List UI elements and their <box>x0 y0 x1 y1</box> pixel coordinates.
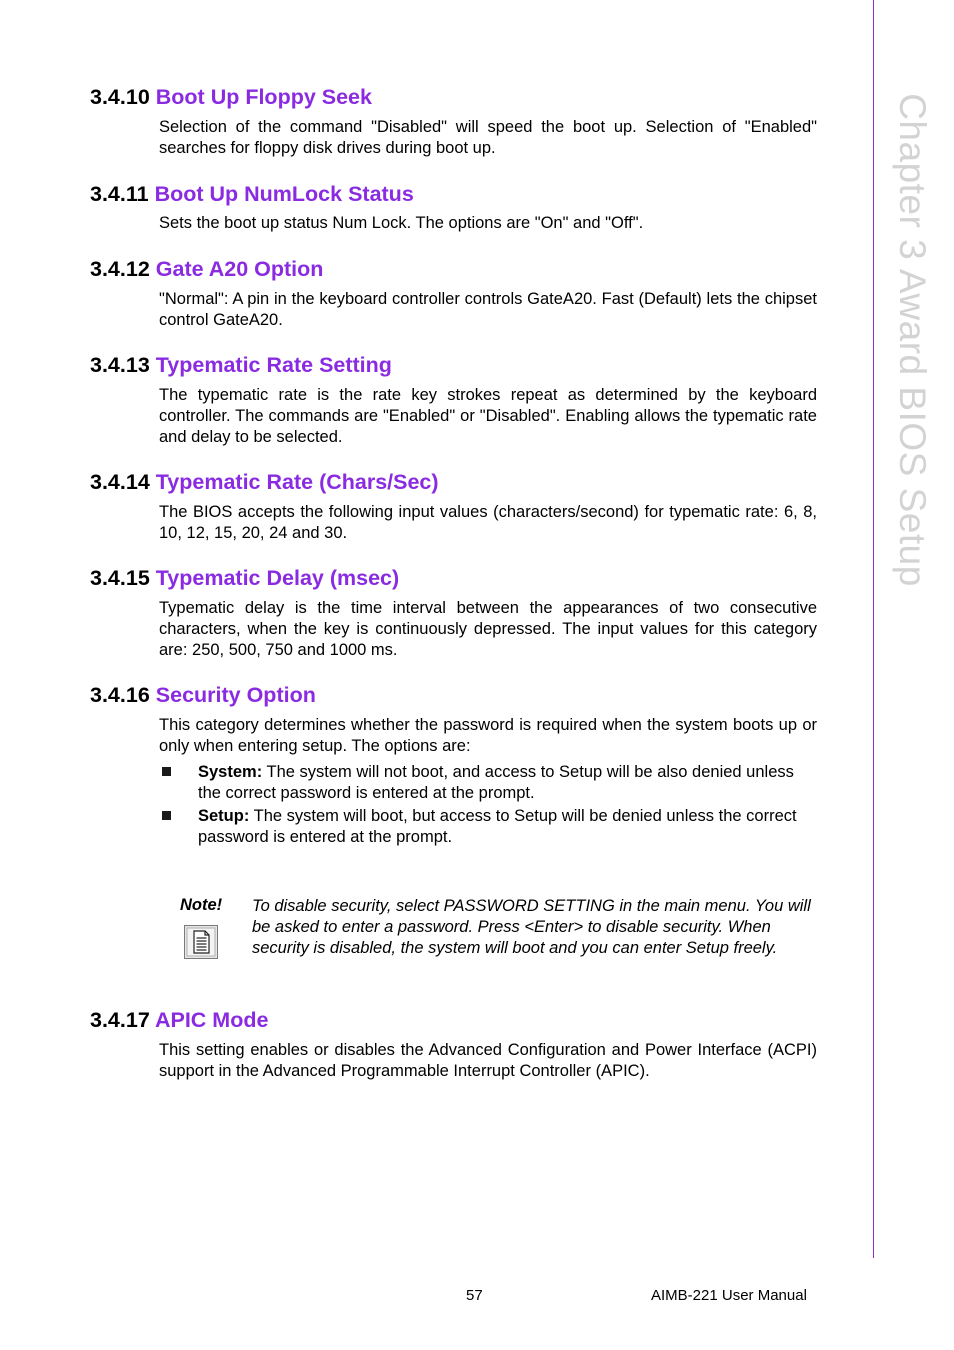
bullet-square-icon <box>162 811 171 820</box>
section-body: The BIOS accepts the following input values (characters/second) for typematic rate: 6, 8, 10, 12, 15, 20, 24 and 30. <box>159 503 817 542</box>
bullet-square-icon <box>162 767 171 776</box>
section-heading: 3.4.10 Boot Up Floppy Seek <box>90 85 372 109</box>
manual-title: AIMB-221 User Manual <box>651 1287 807 1304</box>
section-heading: 3.4.12 Gate A20 Option <box>90 257 324 281</box>
section-heading: 3.4.17 APIC Mode <box>90 1008 269 1032</box>
page-number: 57 <box>466 1287 483 1304</box>
section-body: Selection of the command "Disabled" will speed the boot up. Selection of "Enabled" searches for floppy disk drives during boot up. <box>159 118 817 157</box>
note-page-icon <box>184 925 218 959</box>
section-body: "Normal": A pin in the keyboard controller controls GateA20. Fast (Default) lets the chipset control GateA20. <box>159 290 817 329</box>
list-item: Setup: The system will boot, but access to Setup will be denied unless the correct password is entered at the prompt. <box>159 806 817 848</box>
section-heading: 3.4.13 Typematic Rate Setting <box>90 353 392 377</box>
section-body: This setting enables or disables the Advanced Configuration and Power Interface (ACPI) support in the Advanced Programmable Interrupt Controller (APIC). <box>159 1041 817 1080</box>
note-text: To disable security, select PASSWORD SETTING in the main menu. You will be asked to enter a password. Press <Enter> to disable security. When security is disabled, the system will boot and you can enter Setup freely. <box>252 897 811 957</box>
section-body: Sets the boot up status Num Lock. The options are "On" and "Off". <box>159 214 644 232</box>
section-heading: 3.4.11 Boot Up NumLock Status <box>90 182 414 206</box>
list-item: System: The system will not boot, and access to Setup will be also denied unless the correct password is entered at the prompt. <box>159 762 817 804</box>
section-body: Typematic delay is the time interval between the appearances of two consecutive characters, when the key is continuously depressed. The input values for this category are: 250, 500, 750 and 1000 ms. <box>159 599 817 659</box>
section-body: This category determines whether the password is required when the system boots up or only when entering setup. The options are: <box>159 716 817 755</box>
section-heading: 3.4.15 Typematic Delay (msec) <box>90 566 400 590</box>
section-heading: 3.4.14 Typematic Rate (Chars/Sec) <box>90 470 439 494</box>
side-rule <box>873 0 874 1258</box>
section-body: The typematic rate is the rate key strokes repeat as determined by the keyboard controller. The commands are "Enabled" or "Disabled". Enabling allows the typematic rate and delay to be selected. <box>159 386 817 446</box>
chapter-side-tab-text: Chapter 3 Award BIOS Setup <box>892 93 933 587</box>
note-label: Note! <box>180 896 223 914</box>
section-heading: 3.4.16 Security Option <box>90 683 316 707</box>
